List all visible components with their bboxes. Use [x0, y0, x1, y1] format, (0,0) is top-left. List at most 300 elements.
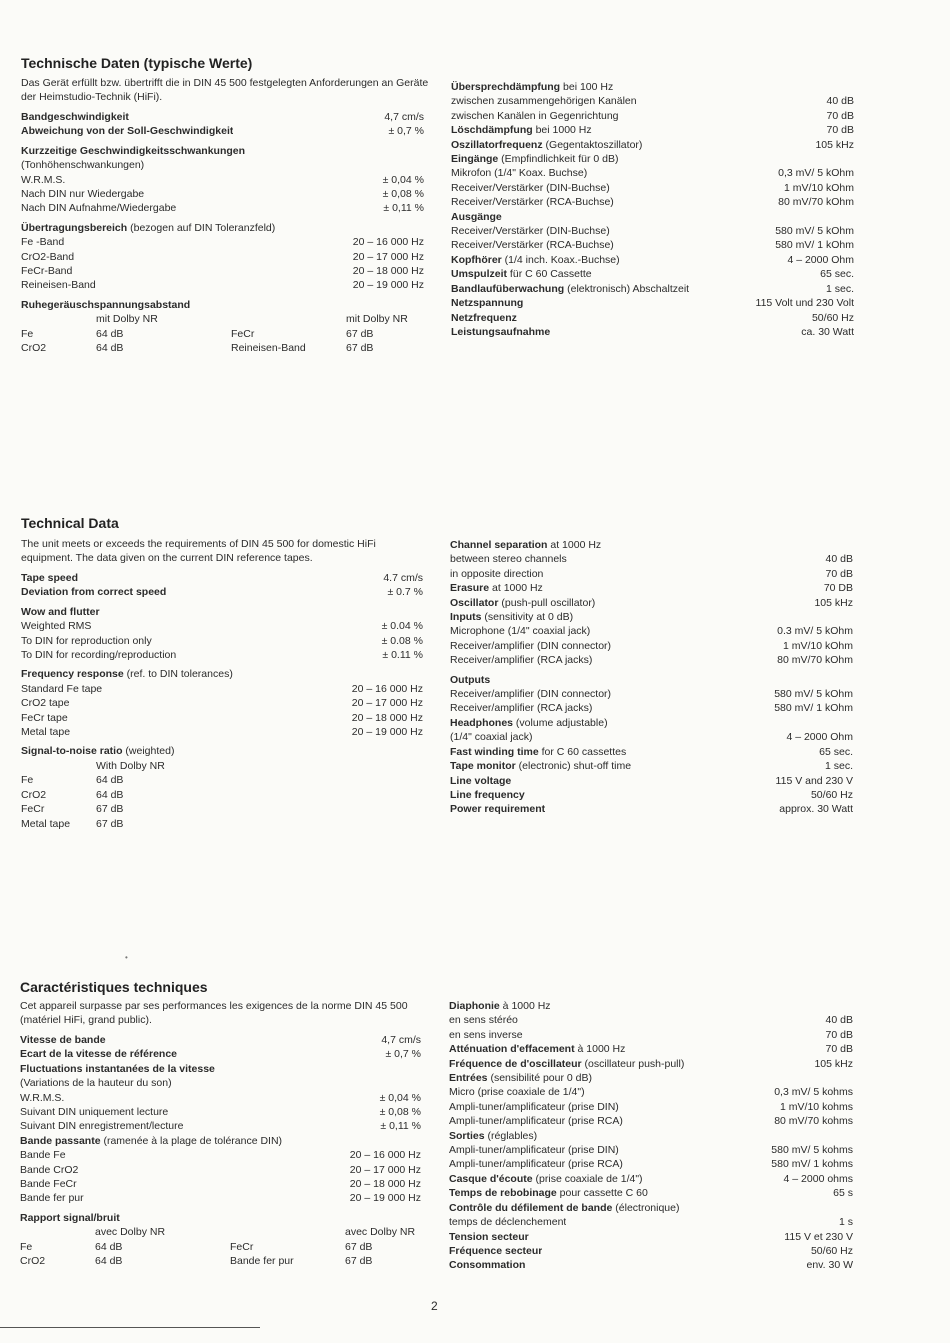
spec-label-text: for C 60 cassettes: [538, 745, 627, 758]
snr-cell: CrO2: [21, 342, 47, 355]
spec-label: [450, 610, 573, 624]
spec-label: [21, 250, 74, 264]
spec-label: [21, 605, 100, 619]
spec-row: [21, 696, 423, 710]
spec-value: 50/60 Hz: [811, 311, 854, 324]
spec-label-text: Receiver/amplifier (RCA jacks): [450, 654, 593, 667]
snr-cell: [346, 817, 426, 831]
spec-label: [451, 311, 517, 325]
spec-label: [20, 1033, 106, 1047]
spec-label-text: Ampli-tuner/amplificateur (prise DIN): [449, 1144, 619, 1157]
spec-row: [21, 585, 423, 599]
snr-cell: [231, 802, 346, 816]
spec-label: [20, 1105, 168, 1119]
spec-label-text: Bande FeCr: [20, 1178, 77, 1191]
english-left-specs: [21, 571, 423, 831]
spec-value: 20 – 17 000 Hz: [351, 697, 423, 710]
spec-row: [20, 1211, 421, 1225]
english-intro: The unit meets or exceeds the requirements of DIN 45 500 for domestic HiFi equipment. The data given on the current DIN reference tapes.: [21, 538, 376, 564]
spec-label-text: W.R.M.S.: [20, 1091, 65, 1104]
spec-row: [451, 123, 854, 137]
spec-label-text: Receiver/Verstärker (DIN-Buchse): [451, 181, 610, 194]
spec-row: [21, 605, 423, 619]
spec-label-text: temps de déclenchement: [449, 1216, 567, 1229]
spec-label: [20, 1047, 177, 1061]
spec-row: [451, 94, 854, 108]
spec-row: [450, 716, 853, 730]
spec-label: [451, 80, 613, 94]
spec-label: [450, 716, 608, 730]
spec-label-text: at 1000 Hz: [489, 582, 543, 595]
spec-row: [451, 267, 854, 281]
spec-label: [20, 1062, 215, 1076]
snr-cell: [346, 802, 426, 816]
spec-label-bold: Eingänge: [451, 153, 499, 166]
spec-label-text: Standard Fe tape: [21, 682, 103, 695]
spec-label: [451, 166, 587, 180]
spec-label-text: Ampli-tuner/amplificateur (prise RCA): [449, 1158, 623, 1171]
spec-label-bold: Rapport signal/bruit: [20, 1211, 120, 1224]
spec-label-text: Fe -Band: [21, 236, 65, 249]
spec-value: 580 mV/ 5 kohms: [771, 1144, 853, 1157]
spec-label-bold: Signal-to-noise ratio: [21, 745, 123, 758]
spec-label-text: bei 1000 Hz: [532, 124, 592, 137]
snr-table: [21, 759, 423, 831]
spec-label: [20, 1091, 64, 1105]
spec-label: [450, 701, 592, 715]
spec-row: [20, 1105, 421, 1119]
spec-label: [451, 123, 592, 137]
snr-cell: FeCr: [231, 327, 255, 340]
spec-label-text: To DIN for reproduction only: [21, 634, 152, 647]
spec-row: [20, 1076, 421, 1090]
page-number: 2: [431, 1299, 438, 1313]
snr-cell: [231, 788, 346, 802]
spec-label-text: Bande CrO2: [20, 1163, 79, 1176]
spec-label-bold: Line voltage: [450, 774, 512, 787]
spec-row: [20, 1047, 421, 1061]
spec-value: ± 0,7 %: [385, 1048, 421, 1061]
spec-label: [20, 1076, 172, 1090]
spec-row: [21, 278, 424, 292]
spec-label: [21, 124, 233, 138]
french-left-specs: [20, 1033, 421, 1269]
spec-row: [21, 667, 423, 681]
spec-label-bold: Ausgänge: [451, 210, 502, 223]
spec-value: 4,7 cm/s: [384, 111, 424, 123]
spec-label: [20, 1163, 78, 1177]
spec-row: [450, 610, 853, 624]
spec-label-bold: Wow and flutter: [21, 605, 100, 618]
spec-row: [450, 624, 853, 638]
spec-value: env. 30 W: [806, 1259, 853, 1272]
spec-value: 20 – 19 000 Hz: [351, 726, 423, 739]
snr-table: [21, 312, 424, 355]
spec-row: [21, 158, 424, 172]
spec-value: 20 – 19 000 Hz: [349, 1192, 421, 1205]
snr-cell: avec Dolby NR: [345, 1226, 416, 1239]
spec-row: [20, 1033, 421, 1047]
spec-value: 20 – 17 000 Hz: [349, 1163, 421, 1176]
spec-value: approx. 30 Watt: [779, 803, 853, 816]
snr-cell: [231, 759, 346, 773]
spec-label: [21, 144, 245, 158]
spec-label-bold: Inputs: [450, 611, 482, 624]
spec-row: [450, 730, 853, 744]
snr-cell: 67 dB: [345, 1240, 373, 1253]
spec-value: 4 – 2000 Ohm: [786, 731, 853, 744]
spec-row: [449, 1157, 853, 1171]
spec-label: [451, 238, 614, 252]
spec-row: [450, 552, 853, 566]
spec-label-text: CrO2-Band: [21, 250, 75, 263]
spec-label: [20, 1119, 183, 1133]
spec-value: 0.3 mV/ 5 kOhm: [777, 625, 853, 638]
spec-label-bold: Bande passante: [20, 1134, 101, 1147]
spec-row: [451, 109, 854, 123]
spec-label-bold: Channel separation: [450, 539, 548, 551]
spec-label-bold: Fréquence de d'oscillateur: [449, 1057, 582, 1070]
spec-label: [21, 298, 190, 312]
spec-label-bold: Fréquence secteur: [449, 1244, 543, 1257]
spec-value: ± 0.08 %: [381, 634, 423, 647]
spec-row: [21, 144, 424, 158]
spec-row: [21, 173, 424, 187]
spec-label-bold: Contrôle du défilement de bande: [449, 1201, 613, 1214]
spec-label: [21, 725, 70, 739]
spec-value: ± 0,04 %: [379, 1091, 421, 1104]
spec-label-text: (bezogen auf DIN Toleranzfeld): [127, 221, 276, 234]
spec-label-bold: Vitesse de bande: [20, 1034, 106, 1046]
spec-row: [20, 1091, 421, 1105]
spec-label-text: (réglables): [484, 1129, 538, 1142]
english-right-specs: [450, 538, 853, 817]
spec-label: [449, 1129, 537, 1143]
spec-label-text: Mikrofon (1/4" Koax. Buchse): [451, 167, 588, 180]
spec-row: [451, 138, 854, 152]
spec-row: [450, 639, 853, 653]
spec-row: [450, 567, 853, 581]
spec-label-text: Bande Fe: [20, 1149, 66, 1162]
snr-cell: [21, 759, 96, 773]
french-heading: Caractéristiques techniques: [20, 979, 208, 995]
spec-value: 20 – 17 000 Hz: [352, 250, 424, 263]
spec-label-text: (sensitivity at 0 dB): [481, 611, 574, 624]
spec-value: ± 0.04 %: [381, 620, 423, 633]
spec-label: [20, 1134, 282, 1148]
spec-label: [449, 1028, 523, 1042]
spec-value: 40 dB: [825, 1014, 853, 1027]
spec-label-bold: Ecart de la vitesse de référence: [20, 1048, 178, 1061]
spec-label-text: (ramenée à la plage de tolérance DIN): [100, 1134, 283, 1147]
spec-row: [449, 1013, 853, 1027]
bottom-edge-line: [0, 1327, 260, 1328]
spec-label: [21, 187, 144, 201]
spec-label-text: (Variations de la hauteur du son): [20, 1077, 172, 1090]
spec-row: [21, 682, 423, 696]
spec-label-text: at 1000 Hz: [547, 539, 602, 551]
spec-row: [21, 744, 423, 758]
spec-value: 4,7 cm/s: [381, 1034, 421, 1046]
spec-label: [451, 282, 689, 296]
spec-label-text: Metal tape: [21, 726, 71, 739]
spec-label-text: Micro (prise coaxiale de 1/4"): [449, 1086, 585, 1099]
spec-label: [21, 634, 152, 648]
spec-label: [451, 296, 523, 310]
spec-label-text: between stereo channels: [450, 553, 567, 566]
french-intro: Cet appareil surpasse par ses performances les exigences de la norme DIN 45 500 (matériel HiFi, grand public).: [20, 1000, 408, 1026]
spec-value: ± 0,08 %: [379, 1106, 421, 1119]
spec-label-text: en sens stéréo: [449, 1014, 518, 1027]
spec-label: [450, 774, 511, 788]
spec-label-bold: Übertragungsbereich: [21, 221, 128, 234]
spec-label: [449, 1186, 648, 1200]
spec-value: 65 s: [833, 1187, 853, 1200]
spec-value: ± 0,08 %: [382, 188, 424, 201]
spec-label: [20, 1191, 84, 1205]
spec-label: [450, 538, 601, 552]
spec-label-text: Receiver/amplifier (RCA jacks): [450, 702, 593, 715]
spec-label-text: Nach DIN Aufnahme/Wiedergabe: [21, 202, 177, 215]
spec-row: [451, 311, 854, 325]
spec-label: [21, 235, 64, 249]
snr-cell: 64 dB: [96, 327, 124, 340]
spec-row: [21, 124, 424, 138]
spec-label-text: (Empfindlichkeit für 0 dB): [498, 153, 619, 166]
spec-row: [21, 298, 424, 312]
spec-label: [21, 585, 166, 599]
dot-mark: •: [125, 953, 128, 962]
spec-label: [21, 711, 68, 725]
spec-label-bold: Fast winding time: [450, 745, 539, 758]
spec-row: [20, 1148, 421, 1162]
spec-label: [21, 264, 72, 278]
spec-label: [450, 596, 595, 610]
spec-label: [449, 1013, 518, 1027]
spec-row: [451, 152, 854, 166]
spec-label-text: Receiver/Verstärker (RCA-Buchse): [451, 239, 614, 252]
spec-row: [449, 1042, 853, 1056]
snr-cell: 67 dB: [96, 803, 124, 816]
spec-value: 50/60 Hz: [810, 788, 853, 801]
snr-cell: Fe: [21, 327, 34, 340]
spec-row: [450, 774, 853, 788]
spec-label-text: (1/4 inch. Koax.-Buchse): [501, 253, 620, 266]
spec-value: ± 0,04 %: [382, 173, 424, 186]
german-right-specs: [451, 80, 854, 339]
spec-value: 1 sec.: [824, 760, 853, 773]
english-heading: Technical Data: [21, 515, 119, 531]
spec-label-bold: Power requirement: [450, 803, 546, 816]
spec-label: [449, 1215, 566, 1229]
spec-label-text: (volume adjustable): [513, 716, 608, 729]
spec-row: [449, 1100, 853, 1114]
spec-label-text: Bande fer pur: [20, 1192, 84, 1205]
spec-label: [449, 1057, 684, 1071]
spec-label-bold: Netzspannung: [451, 297, 524, 310]
spec-row: [451, 282, 854, 296]
spec-row: [21, 634, 423, 648]
spec-value: 65 sec.: [820, 268, 854, 281]
spec-row: [449, 1215, 853, 1229]
spec-value: 580 mV/ 1 kOhm: [775, 239, 854, 252]
spec-label-text: (prise coaxiale de 1/4"): [532, 1172, 643, 1185]
snr-cell: With Dolby NR: [96, 759, 165, 772]
spec-row: [449, 1201, 853, 1215]
spec-row: [450, 745, 853, 759]
spec-row: [449, 1244, 853, 1258]
spec-label-text: Ampli-tuner/amplificateur (prise DIN): [449, 1100, 619, 1113]
spec-row: [450, 802, 853, 816]
spec-label-text: Receiver/Verstärker (DIN-Buchse): [451, 225, 610, 238]
spec-value: 20 – 16 000 Hz: [349, 1149, 421, 1162]
spec-label-text: Ampli-tuner/amplificateur (prise RCA): [449, 1115, 623, 1128]
spec-label: [450, 567, 543, 581]
snr-cell: 64 dB: [96, 788, 124, 801]
snr-cell: [230, 1225, 345, 1239]
spec-value: 70 dB: [826, 124, 854, 137]
spec-label-bold: Oszillatorfrequenz: [451, 138, 543, 151]
german-heading: Technische Daten (typische Werte): [21, 55, 253, 71]
spec-row: [449, 1258, 853, 1272]
spec-value: ± 0,11 %: [383, 202, 424, 215]
spec-value: ± 0.11 %: [382, 649, 423, 662]
snr-cell: CrO2: [20, 1255, 46, 1268]
spec-label-bold: Löschdämpfung: [451, 124, 533, 137]
spec-row: [451, 224, 854, 238]
snr-cell: 67 dB: [96, 817, 124, 830]
spec-value: 4.7 cm/s: [383, 572, 423, 584]
spec-label-text: To DIN for recording/reproduction: [21, 649, 177, 662]
spec-label-bold: Consommation: [449, 1259, 526, 1272]
spec-value: ± 0,7 %: [388, 125, 424, 138]
spec-label: [450, 745, 626, 759]
spec-label: [449, 1201, 679, 1215]
spec-label-text: (Gegentaktoszillator): [542, 138, 643, 151]
spec-label-text: Receiver/Verstärker (RCA-Buchse): [451, 196, 614, 209]
spec-label: [450, 687, 611, 701]
spec-label: [450, 639, 611, 653]
snr-cell: [231, 773, 346, 787]
spec-label-text: Suivant DIN uniquement lecture: [20, 1106, 169, 1119]
spec-label: [451, 210, 502, 224]
snr-cell: Fe: [21, 774, 34, 787]
spec-row: [449, 1057, 853, 1071]
spec-row: [451, 195, 854, 209]
spec-row: [449, 1085, 853, 1099]
spec-label-text: (Tonhöhenschwankungen): [21, 159, 145, 172]
snr-cell: [21, 312, 96, 326]
snr-cell: [231, 312, 346, 326]
spec-row: [451, 166, 854, 180]
spec-label-text: à 1000 Hz: [499, 1000, 551, 1012]
spec-label-text: für C 60 Cassette: [507, 268, 592, 281]
spec-label-bold: Entrées: [449, 1072, 488, 1085]
spec-label-bold: Deviation from correct speed: [21, 586, 167, 599]
spec-label-text: Receiver/amplifier (DIN connector): [450, 688, 612, 701]
spec-label: [450, 581, 543, 595]
spec-label: [21, 201, 176, 215]
spec-label-bold: Tape speed: [21, 572, 78, 584]
spec-label-bold: Tension secteur: [449, 1230, 529, 1243]
spec-label: [21, 158, 144, 172]
spec-label-bold: Kurzzeitige Geschwindigkeitsschwankungen: [21, 144, 246, 157]
spec-value: 580 mV/ 1 kohms: [771, 1158, 853, 1171]
spec-label-text: (ref. to DIN tolerances): [123, 668, 233, 681]
spec-label-text: FeCr tape: [21, 711, 68, 724]
spec-label: [20, 1148, 66, 1162]
spec-row: [450, 788, 853, 802]
spec-row: [451, 253, 854, 267]
spec-row: [20, 1119, 421, 1133]
spec-label-bold: Bandlaufüberwachung: [451, 282, 565, 295]
spec-label-text: Microphone (1/4" coaxial jack): [450, 625, 591, 638]
spec-label: [20, 1177, 77, 1191]
spec-label-bold: Umspulzeit: [451, 268, 508, 281]
snr-cell: [20, 1225, 95, 1239]
spec-label-bold: Erasure: [450, 582, 490, 595]
spec-label-text: (sensibilité pour 0 dB): [487, 1072, 592, 1085]
snr-table: [20, 1225, 421, 1268]
french-right-specs: [449, 999, 853, 1273]
spec-value: 20 – 16 000 Hz: [351, 682, 423, 695]
spec-row: [21, 264, 424, 278]
spec-row: [449, 1186, 853, 1200]
spec-label-text: (weighted): [122, 745, 175, 758]
spec-label: [450, 552, 567, 566]
spec-row: [21, 221, 424, 235]
snr-cell: 67 dB: [346, 327, 374, 340]
spec-label-bold: Atténuation d'effacement: [449, 1043, 575, 1056]
spec-value: ± 0,11 %: [380, 1120, 421, 1133]
spec-row: [450, 596, 853, 610]
spec-row: [21, 110, 424, 124]
spec-value: 4 – 2000 Ohm: [787, 253, 854, 266]
spec-label: [451, 138, 642, 152]
spec-value: 70 dB: [825, 567, 853, 580]
spec-row: [451, 238, 854, 252]
spec-label-bold: Ruhegeräuschspannungsabstand: [21, 298, 191, 311]
spec-label-bold: Leistungsaufnahme: [451, 325, 551, 338]
spec-label: [451, 325, 550, 339]
spec-label: [449, 1100, 619, 1114]
spec-value: 70 dB: [825, 1028, 853, 1041]
spec-label-bold: Abweichung von der Soll-Geschwindigkeit: [21, 125, 234, 138]
spec-row: [449, 1230, 853, 1244]
german-left-specs: [21, 110, 424, 356]
spec-label-text: (electronic) shut-off time: [515, 760, 632, 773]
spec-value: 80 mV/70 kOhm: [778, 196, 854, 209]
spec-row: [449, 1114, 853, 1128]
snr-cell: mit Dolby NR: [96, 313, 158, 326]
spec-label: [449, 1085, 585, 1099]
spec-label: [21, 278, 96, 292]
spec-row: [449, 1028, 853, 1042]
spec-row: [20, 1062, 421, 1076]
spec-label: [450, 788, 525, 802]
spec-row: [450, 538, 853, 552]
spec-label: [450, 802, 545, 816]
spec-label: [449, 1258, 525, 1272]
spec-row: [450, 581, 853, 595]
spec-label-text: W.R.M.S.: [21, 173, 66, 186]
spec-value: 70 DB: [823, 582, 853, 595]
german-intro: Das Gerät erfüllt bzw. übertrifft die in DIN 45 500 festgelegten Anforderungen an Geräte der Heimstudio-Technik (HiFi).: [21, 77, 429, 103]
spec-label: [451, 181, 610, 195]
spec-value: 80 mV/70 kohms: [774, 1115, 853, 1128]
spec-label: [451, 109, 619, 123]
spec-label: [21, 682, 102, 696]
